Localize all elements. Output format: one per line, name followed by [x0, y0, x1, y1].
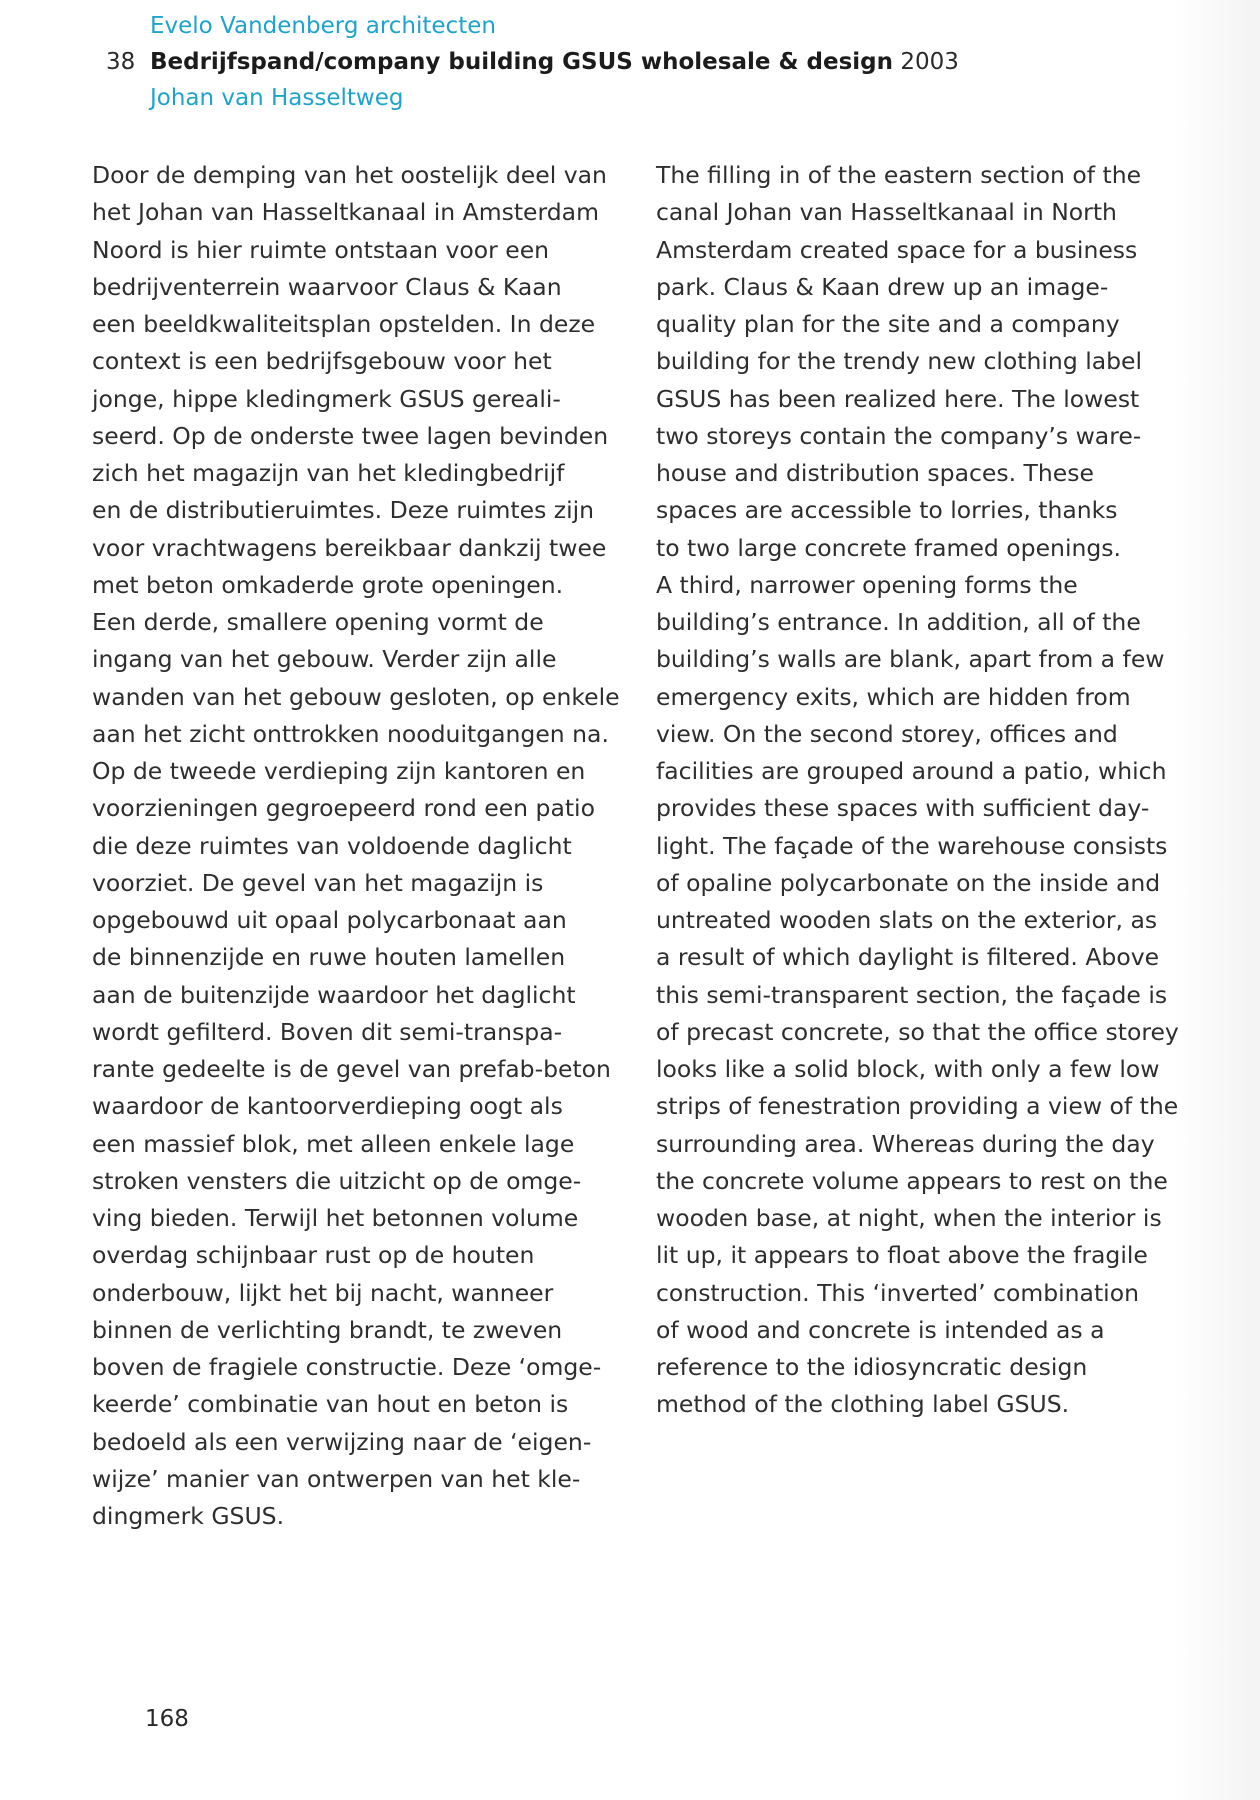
- text-line: wooden base, at night, when the interior is: [656, 1204, 1162, 1232]
- text-line: en de distributieruimtes. Deze ruimtes zijn: [92, 496, 595, 525]
- text-line: wordt gefilterd. Boven dit semi-transpa-: [92, 1017, 563, 1046]
- text-line: facilities are grouped around a patio, which: [656, 757, 1167, 785]
- text-line: een massief blok, met alleen enkele lage: [92, 1129, 575, 1158]
- text-line: bedoeld als een verwijzing naar de ‘eigen-: [92, 1427, 592, 1456]
- text-line: two storeys contain the company’s ware-: [656, 421, 1142, 450]
- text-line: untreated wooden slats on the exterior, as: [656, 906, 1158, 934]
- text-line: Amsterdam created space for a business: [656, 235, 1138, 264]
- street-name: Johan van Hasseltweg: [150, 85, 404, 111]
- text-line: park. Claus & Kaan drew up an image-: [656, 272, 1109, 301]
- text-line: surrounding area. Whereas during the day: [656, 1129, 1155, 1158]
- text-line: the concrete volume appears to rest on the: [656, 1166, 1168, 1195]
- architect-name: Evelo Vandenberg architecten: [150, 13, 496, 39]
- text-line: view. On the second storey, offices and: [656, 719, 1118, 748]
- text-line: strips of fenestration providing a view of the: [656, 1092, 1179, 1121]
- text-line: of opaline polycarbonate on the inside and: [656, 868, 1161, 897]
- text-line: onderbouw, lijkt het bij nacht, wanneer: [92, 1278, 554, 1307]
- text-line: voor vrachtwagens bereikbaar dankzij twee: [92, 533, 607, 562]
- text-line: het Johan van Hasseltkanaal in Amsterdam: [92, 198, 599, 227]
- text-line: Door de demping van het oostelijk deel van: [92, 161, 607, 189]
- text-line: binnen de verlichting brandt, te zweven: [92, 1315, 563, 1344]
- text-line: ingang van het gebouw. Verder zijn alle: [92, 645, 557, 674]
- text-line: een beeldkwaliteitsplan opstelden. In deze: [92, 310, 596, 338]
- text-line: canal Johan van Hasseltkanaal in North: [656, 198, 1117, 227]
- text-line: of precast concrete, so that the office storey: [656, 1017, 1179, 1046]
- text-line: building’s entrance. In addition, all of the: [656, 608, 1141, 636]
- text-line: construction. This ‘inverted’ combination: [656, 1278, 1139, 1307]
- page-number: 168: [145, 1706, 189, 1732]
- text-line: zich het magazijn van het kledingbedrijf: [92, 459, 565, 487]
- text-line: aan het zicht onttrokken nooduitgangen na.: [92, 719, 609, 748]
- text-line: rante gedeelte is de gevel van prefab-beton: [92, 1055, 611, 1083]
- project-number: 38: [106, 49, 136, 75]
- text-line: The filling in of the eastern section of the: [656, 161, 1142, 189]
- text-line: quality plan for the site and a company: [656, 310, 1120, 338]
- page-header: [106, 8, 1206, 116]
- dutch-text-column: [92, 157, 652, 1535]
- text-line: keerde’ combinatie van hout en beton is: [92, 1390, 569, 1419]
- text-line: waardoor de kantoorverdieping oogt als: [92, 1092, 563, 1121]
- text-line: die deze ruimtes van voldoende daglicht: [92, 831, 572, 860]
- text-line: method of the clothing label GSUS.: [656, 1390, 1070, 1419]
- text-line: looks like a solid block, with only a few low: [656, 1055, 1160, 1083]
- text-line: wanden van het gebouw gesloten, op enkele: [92, 682, 620, 711]
- text-line: A third, narrower opening forms the: [656, 570, 1078, 599]
- text-line: ving bieden. Terwijl het betonnen volume: [92, 1204, 579, 1232]
- text-line: house and distribution spaces. These: [656, 459, 1094, 487]
- text-line: light. The façade of the warehouse consists: [656, 831, 1168, 860]
- text-line: jonge, hippe kledingmerk GSUS gereali-: [92, 384, 561, 413]
- project-title-line: [106, 44, 1206, 80]
- text-line: de binnenzijde en ruwe houten lamellen: [92, 943, 566, 972]
- text-line: building’s walls are blank, apart from a few: [656, 645, 1165, 674]
- text-line: Noord is hier ruimte ontstaan voor een: [92, 235, 550, 264]
- text-line: a result of which daylight is filtered. Above: [656, 943, 1160, 972]
- text-line: aan de buitenzijde waardoor het daglicht: [92, 980, 576, 1009]
- text-line: wijze’ manier van ontwerpen van het kle-: [92, 1464, 581, 1493]
- text-line: bedrijventerrein waarvoor Claus & Kaan: [92, 272, 562, 301]
- english-text-column: [656, 157, 1216, 1424]
- text-line: of wood and concrete is intended as a: [656, 1315, 1105, 1344]
- text-line: voorzieningen gegroepeerd rond een patio: [92, 794, 595, 823]
- text-line: to two large concrete framed openings.: [656, 533, 1121, 562]
- text-line: GSUS has been realized here. The lowest: [656, 384, 1140, 413]
- text-line: Op de tweede verdieping zijn kantoren en: [92, 757, 586, 785]
- text-line: voorziet. De gevel van het magazijn is: [92, 868, 544, 897]
- text-line: building for the trendy new clothing label: [656, 347, 1143, 376]
- text-line: spaces are accessible to lorries, thanks: [656, 496, 1118, 525]
- text-line: overdag schijnbaar rust op de houten: [92, 1241, 535, 1270]
- project-year: 2003: [900, 49, 959, 75]
- text-line: boven de fragiele constructie. Deze ‘omge-: [92, 1353, 602, 1381]
- text-line: reference to the idiosyncratic design: [656, 1353, 1088, 1381]
- text-line: this semi-transparent section, the façade is: [656, 980, 1168, 1009]
- text-line: Een derde, smallere opening vormt de: [92, 608, 544, 636]
- project-title: Bedrijfspand/company building GSUS wholesale & design: [150, 49, 894, 75]
- text-line: lit up, it appears to float above the fragile: [656, 1241, 1148, 1270]
- text-line: provides these spaces with sufficient day-: [656, 794, 1150, 823]
- text-line: seerd. Op de onderste twee lagen bevinden: [92, 421, 609, 450]
- text-line: met beton omkaderde grote openingen.: [92, 570, 564, 599]
- text-line: dingmerk GSUS.: [92, 1502, 285, 1530]
- text-line: stroken vensters die uitzicht op de omge-: [92, 1166, 582, 1195]
- text-line: context is een bedrijfsgebouw voor het: [92, 347, 552, 376]
- text-line: opgebouwd uit opaal polycarbonaat aan: [92, 906, 567, 934]
- text-line: emergency exits, which are hidden from: [656, 682, 1131, 711]
